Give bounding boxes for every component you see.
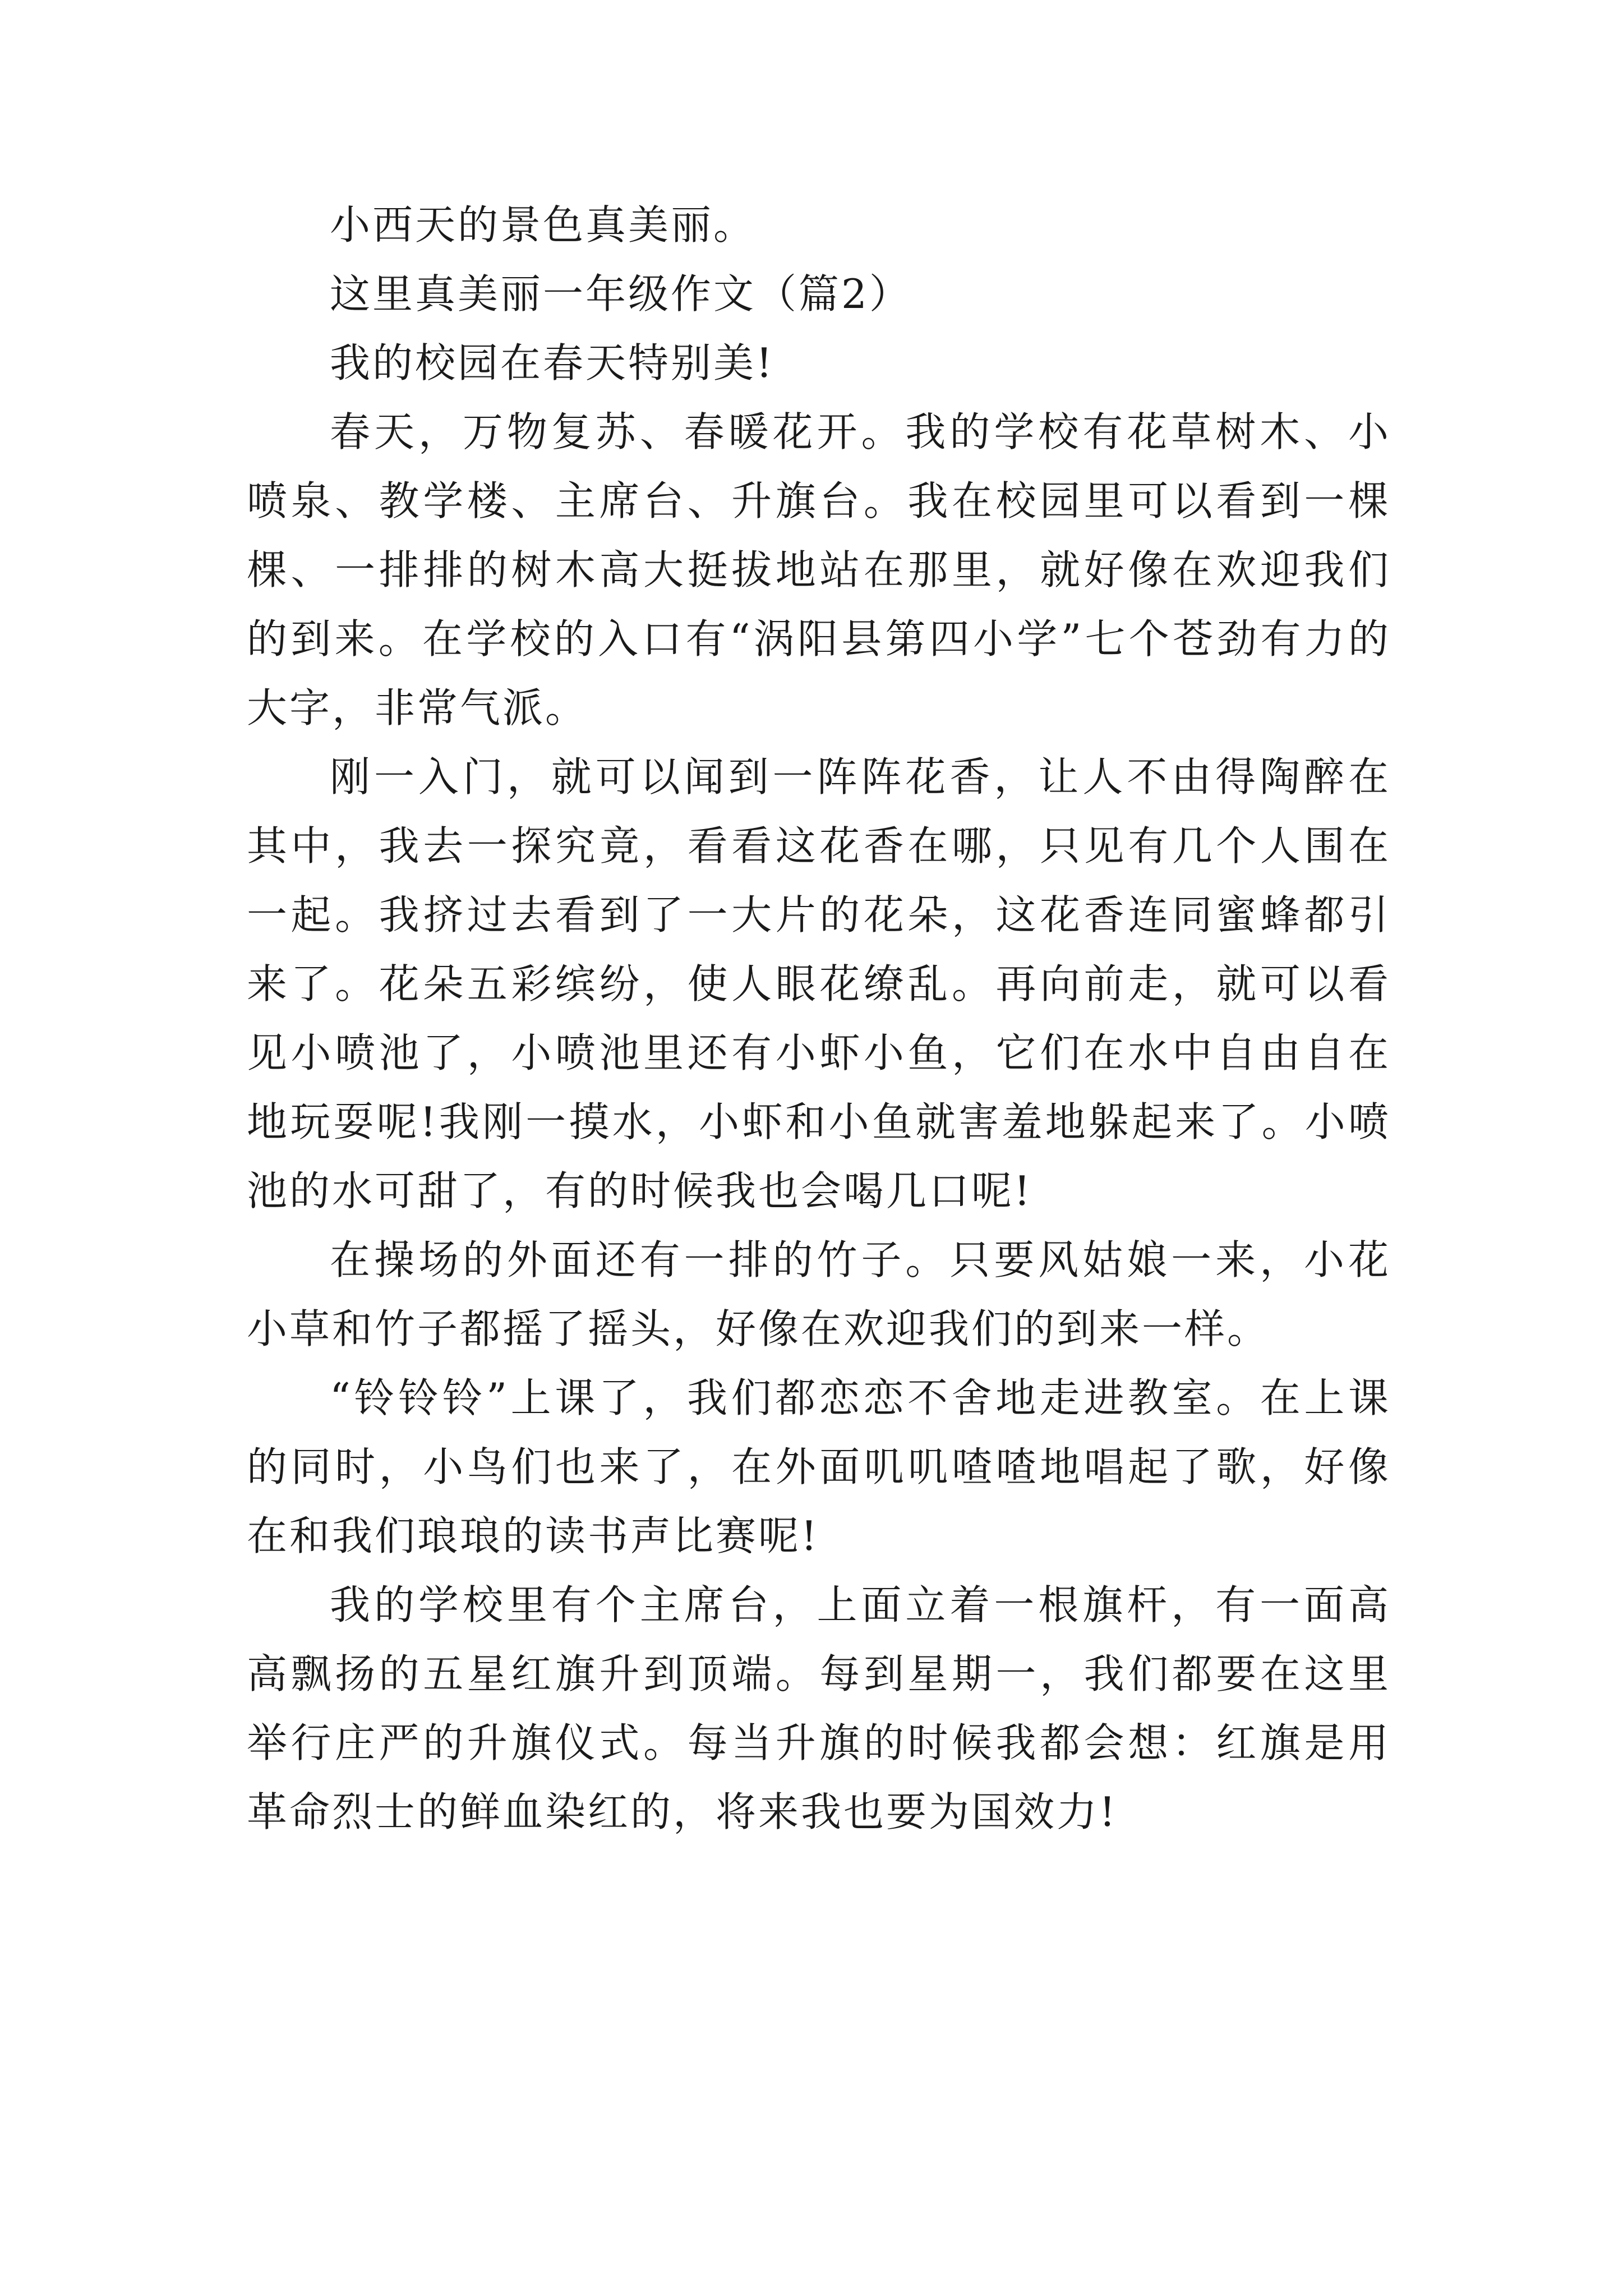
paragraph-7: 我的学校里有个主席台，上面立着一根旗杆，有一面高高飘扬的五星红旗升到顶端。每到星期一，我们都要在这里举行庄严的升旗仪式。每当升旗的时候我都会想：红旗是用革命烈士的鲜血染红的，将来我也要为国效力! bbox=[247, 1581, 1391, 1835]
paragraph-5: 在操场的外面还有一排的竹子。只要风姑娘一来，小花小草和竹子都摇了摇头，好像在欢迎我们的到来一样。 bbox=[247, 1236, 1391, 1352]
paragraph-1: 小西天的景色真美丽。 bbox=[330, 201, 757, 249]
paragraph-6: “铃铃铃”上课了，我们都恋恋不舍地走进教室。在上课的同时，小鸟们也来了，在外面叽叽喳喳地唱起了歌，好像在和我们琅琅的读书声比赛呢! bbox=[247, 1374, 1391, 1559]
document-body bbox=[247, 191, 1391, 1847]
paragraph-3: 春天，万物复苏、春暖花开。我的学校有花草树木、小喷泉、教学楼、主席台、升旗台。我在校园里可以看到一棵棵、一排排的树木高大挺拔地站在那里，就好像在欢迎我们的到来。在学校的入口有“涡阳县第四小学”七个苍劲有力的大字，非常气派。 bbox=[247, 408, 1391, 731]
paragraph-2: 我的校园在春天特别美! bbox=[330, 339, 774, 386]
essay-title: 这里真美丽一年级作文（篇2） bbox=[330, 270, 912, 318]
paragraph-4: 刚一入门，就可以闻到一阵阵花香，让人不由得陶醉在其中，我去一探究竟，看看这花香在哪，只见有几个人围在一起。我挤过去看到了一大片的花朵，这花香连同蜜蜂都引来了。花朵五彩缤纷，使人眼花缭乱。再向前走，就可以看见小喷池了，小喷池里还有小虾小鱼，它们在水中自由自在地玩耍呢!我刚一摸水，小虾和小鱼就害羞地躲起来了。小喷池的水可甜了，有的时候我也会喝几口呢! bbox=[247, 753, 1391, 1214]
